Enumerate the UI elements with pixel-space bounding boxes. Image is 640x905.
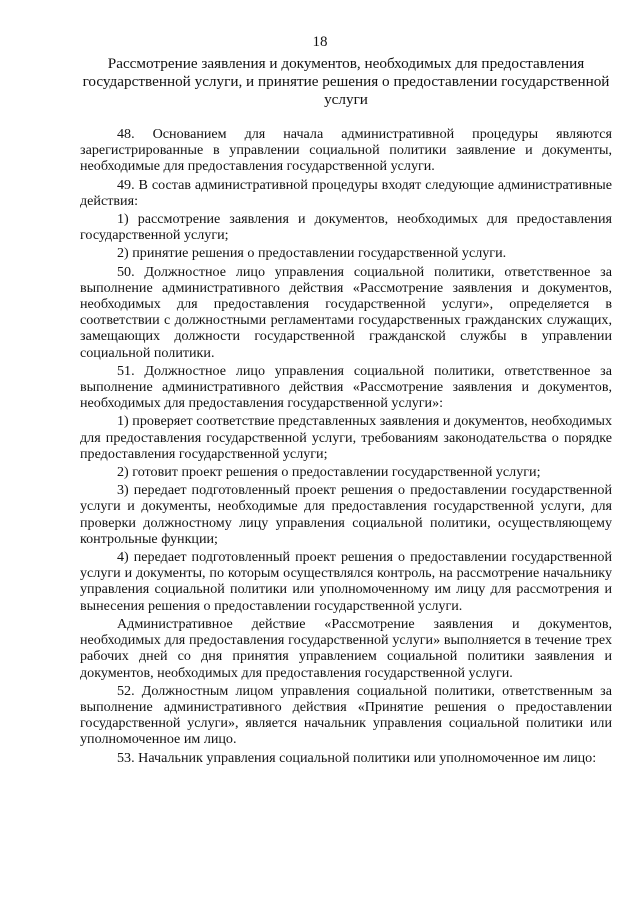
paragraph-52: 52. Должностным лицом управления социальной политики, ответственным за выполнение административного действия «Принятие решения о предоставлении государственной услуги», является начальник управления социальной политики или уполномоченное им лицо. <box>80 682 612 748</box>
section-heading: Рассмотрение заявления и документов, необходимых для предоставления государственной услуги, и принятие решения о предоставлении государственной услуги <box>82 55 610 108</box>
body-text <box>80 126 612 768</box>
paragraph-51-item-2: 2) готовит проект решения о предоставлении государственной услуги; <box>117 464 541 481</box>
paragraph-51-item-3: 3) передает подготовленный проект решения о предоставлении государственной услуги и документы, необходимые для предоставления государственной услуги, для проверки должностному лицу управления социальной политики, осуществляющему контрольные функции; <box>80 482 612 547</box>
paragraph-49-item-2: 2) принятие решения о предоставлении государственной услуги. <box>117 245 507 262</box>
paragraph-48: 48. Основанием для начала административной процедуры являются зарегистрированные в управлении социальной политики заявление и документы, необходимые для предоставления государственной услуги. <box>80 126 612 175</box>
paragraph-51: 51. Должностное лицо управления социальной политики, ответственное за выполнение административного действия «Рассмотрение заявления и документов, необходимых для предоставления государственной услуги»: <box>80 362 612 412</box>
paragraph-51-term: Административное действие «Рассмотрение заявления и документов, необходимых для предоставления государственной услуги» выполняется в течение трех рабочих дней со дня принятия управлением социальной политики заявления и документов, необходимых для предоставления государственной услуги. <box>80 615 612 681</box>
page-number: 18 <box>312 34 328 50</box>
paragraph-51-item-1: 1) проверяет соответствие представленных заявления и документов, необходимых для предоставления государственной услуги, требованиям законодательства о порядке предоставления государственной услуги; <box>80 413 612 462</box>
paragraph-51-item-4: 4) передает подготовленный проект решения о предоставлении государственной услуги и документы, по которым осуществлялся контроль, на рассмотрение начальнику управления социальной политики или уполномоченному им лицу для рассмотрения и вынесения решения о предоставлении государственной услуги. <box>80 549 612 614</box>
paragraph-50: 50. Должностное лицо управления социальной политики, ответственное за выполнение административного действия «Рассмотрение заявления и документов, необходимых для предоставления государственной услуги», определяется в соответствии с должностными регламентами государственных гражданских служащих, замещающих должности государственной гражданской службы в управлении социальной политики. <box>80 263 612 361</box>
paragraph-49-item-1: 1) рассмотрение заявления и документов, необходимых для предоставления государственной услуги; <box>80 211 612 244</box>
paragraph-53: 53. Начальник управления социальной политики или уполномоченное им лицо: <box>117 749 597 766</box>
paragraph-49: 49. В состав административной процедуры входят следующие административные действия: <box>80 176 612 209</box>
